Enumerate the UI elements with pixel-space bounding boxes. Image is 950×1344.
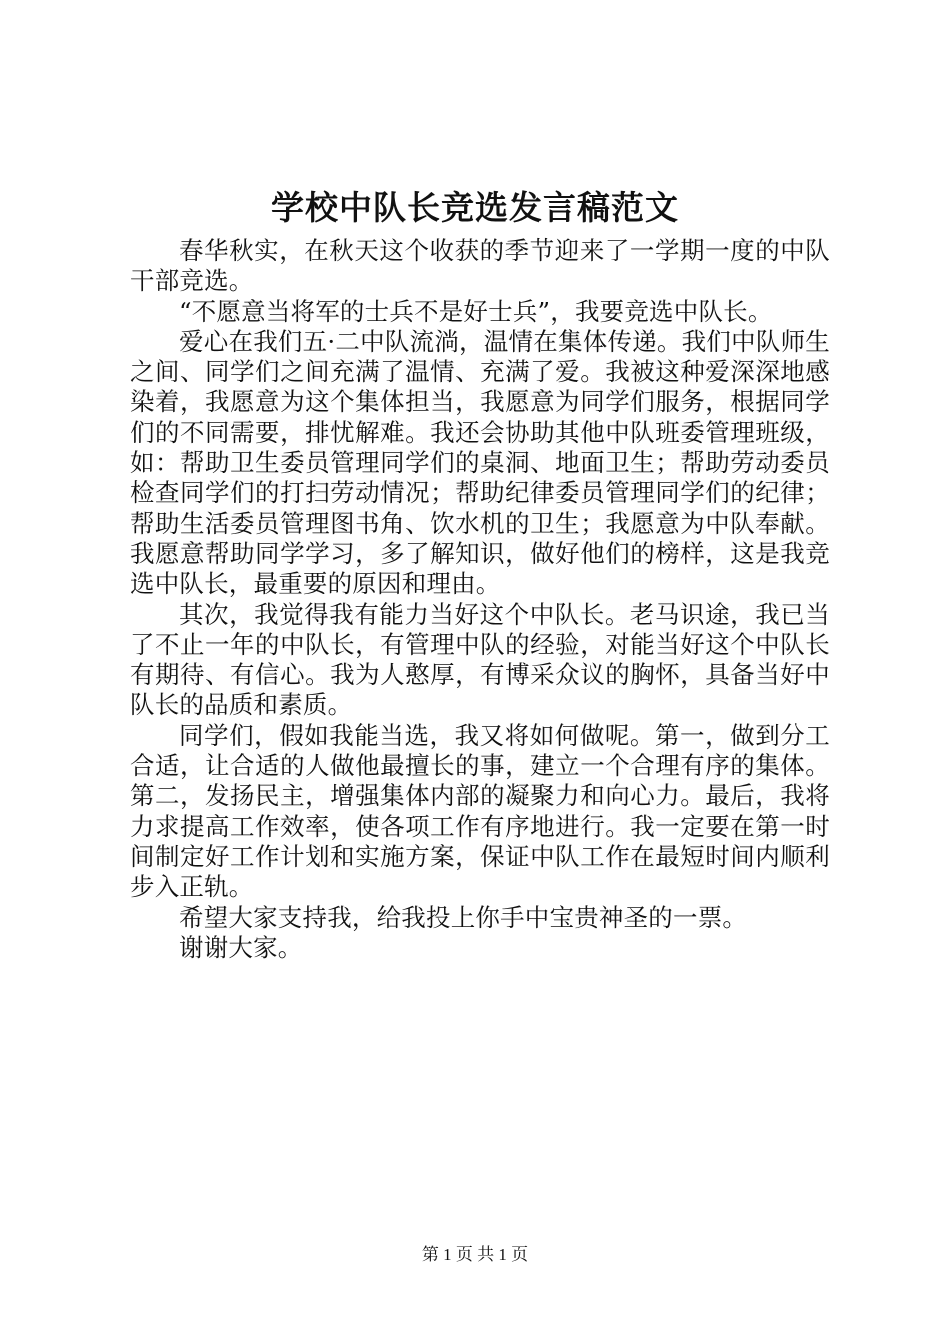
paragraph-7: 谢谢大家。 (179, 932, 303, 962)
paragraph-3: 爱心在我们五·二中队流淌，温情在集体传递。我们中队师生之间、同学们之间充满了温情、充满了爱。我被这种爱深深地感染着，我愿意为这个集体担当，我愿意为同学们服务，根据同学们的不同需要，排忧解难。我还会协助其他中队班委管理班级，如：帮助卫生委员管理同学们的桌洞、地面卫生；帮助劳动委员检查同学们的打扫劳动情况；帮助纪律委员管理同学们的纪律；帮助生活委员管理图书角、饮水机的卫生；我愿意为中队奉献。我愿意帮助同学学习，多了解知识，做好他们的榜样，这是我竞选中队长，最重要的原因和理由。 (130, 326, 830, 599)
document-title: 学校中队长竞选发言稿范文 (271, 188, 679, 227)
document-body (130, 236, 830, 963)
paragraph-5: 同学们，假如我能当选，我又将如何做呢。第一，做到分工合适，让合适的人做他最擅长的事，建立一个合理有序的集体。第二，发扬民主，增强集体内部的凝聚力和向心力。最后，我将力求提高工作效率，使各项工作有序地进行。我一定要在第一时间制定好工作计划和实施方案，保证中队工作在最短时间内顺利步入正轨。 (130, 720, 830, 902)
page-number-footer: 第 1 页 共 1 页 (421, 1245, 529, 1264)
paragraph-4: 其次，我觉得我有能力当好这个中队长。老马识途，我已当了不止一年的中队长，有管理中队的经验，对能当好这个中队长有期待、有信心。我为人憨厚，有博采众议的胸怀，具备当好中队长的品质和素质。 (130, 599, 830, 720)
paragraph-2: “不愿意当将军的士兵不是好士兵”，我要竞选中队长。 (179, 296, 773, 326)
paragraph-6: 希望大家支持我，给我投上你手中宝贵神圣的一票。 (179, 902, 748, 932)
paragraph-1: 春华秋实，在秋天这个收获的季节迎来了一学期一度的中队干部竞选。 (130, 236, 830, 296)
